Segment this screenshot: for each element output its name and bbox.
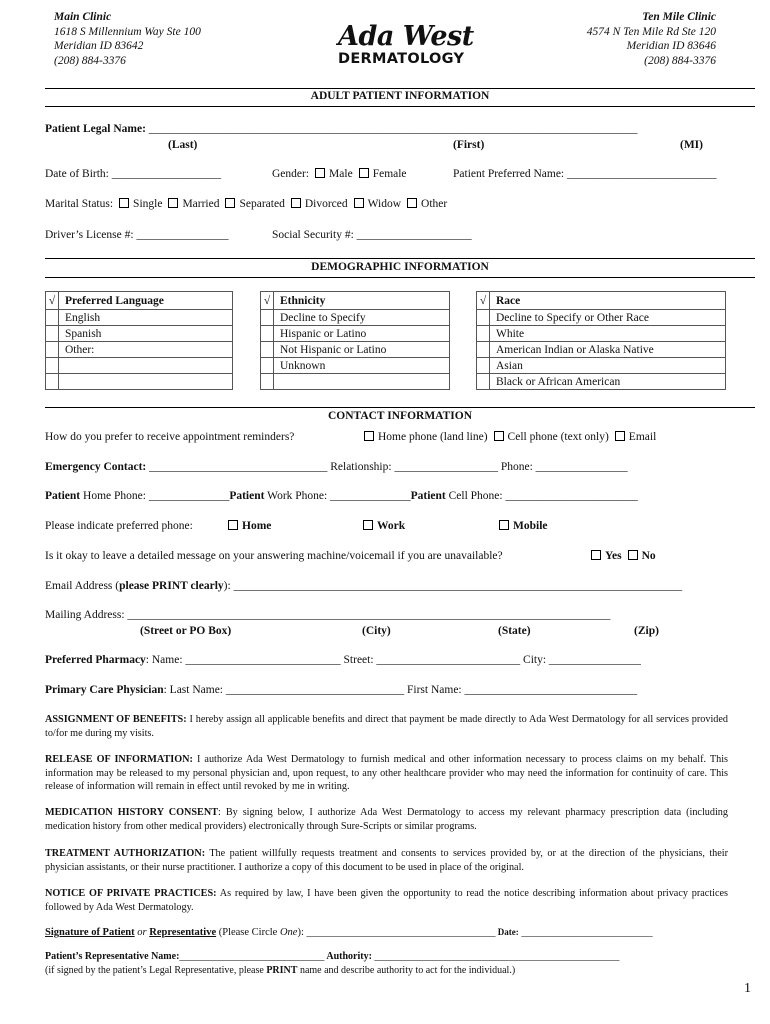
language-option: English — [59, 310, 233, 326]
drivers-license-field[interactable]: Driver’s License #: ________________ — [45, 229, 229, 241]
separated-label: Separated — [239, 198, 285, 210]
consent-text: I authorize Ada West Dermatology to furnish medical and other information necessary to process claims on my behalf. This information may be released to my personal physician and, upon request, to any other healthcare provider who may need the information for continuity of care. This release of information will remain in effect until revoked by me in writing. — [45, 754, 728, 793]
street-caption: (Street or PO Box) — [140, 625, 232, 637]
patient-word: Patient — [229, 490, 265, 502]
note-post: name and describe authority to act for the individual.) — [297, 965, 516, 976]
ethnicity-option — [274, 374, 450, 390]
pharmacy-label: Preferred Pharmacy — [45, 654, 146, 666]
race-checkbox[interactable] — [477, 374, 490, 390]
emergency-label: Emergency Contact: — [45, 461, 147, 473]
divorced-label: Divorced — [304, 198, 348, 210]
last-caption: (Last) — [168, 139, 198, 151]
email-row[interactable] — [45, 580, 682, 592]
assignment-of-benefits — [45, 713, 728, 740]
marital-label: Marital Status: — [45, 198, 114, 210]
first-caption: (First) — [453, 139, 485, 151]
treatment-authorization — [45, 847, 728, 874]
email-checkbox[interactable] — [615, 431, 625, 441]
signature-field[interactable]: ): ____________________________________ — [297, 927, 496, 938]
yes-checkbox[interactable] — [591, 550, 601, 560]
pref-mobile-checkbox[interactable] — [499, 520, 509, 530]
patient-word: Patient — [45, 490, 81, 502]
consent-text: As required by law, I have been given the opportunity to read the notice describing information about privacy practices followed by Ada West Dermatology. — [45, 888, 728, 913]
consent-title: ASSIGNMENT OF BENEFITS: — [45, 714, 187, 725]
zip-caption: (Zip) — [634, 625, 659, 637]
section-title-patient-info: ADULT PATIENT INFORMATION — [310, 90, 490, 102]
signature-patient-label: Signature of Patient — [45, 927, 135, 938]
language-option — [59, 374, 233, 390]
language-checkbox[interactable] — [46, 342, 59, 358]
check-symbol: √ — [261, 292, 274, 310]
logo — [338, 21, 474, 67]
email-label-bold: please PRINT clearly — [119, 580, 224, 592]
pcp-label: Primary Care Physician — [45, 684, 164, 696]
married-checkbox[interactable] — [168, 198, 178, 208]
state-caption: (State) — [498, 625, 531, 637]
race-checkbox[interactable] — [477, 326, 490, 342]
consent-title: TREATMENT AUTHORIZATION: — [45, 848, 206, 859]
ten-mile-clinic-name: Ten Mile Clinic — [642, 11, 716, 23]
main-clinic-city: Meridian ID 83642 — [54, 40, 144, 52]
ethnicity-option: Hispanic or Latino — [274, 326, 450, 342]
language-checkbox[interactable] — [46, 310, 59, 326]
single-label: Single — [133, 198, 163, 210]
pref-work-label: Work — [377, 520, 406, 532]
race-option: Asian — [490, 358, 726, 374]
pcp-fields[interactable]: : Last Name: _______________________________ First Name: ______________________________ — [163, 684, 638, 696]
page-number: 1 — [744, 981, 751, 996]
language-option: Other: — [59, 342, 233, 358]
logo-subtitle: DERMATOLOGY — [338, 51, 465, 67]
pref-home-checkbox[interactable] — [228, 520, 238, 530]
authority-label: Authority: — [324, 951, 372, 962]
circle-one: One — [279, 927, 298, 938]
ethnicity-header: Ethnicity — [274, 292, 450, 310]
female-label: Female — [372, 168, 407, 180]
ethnicity-checkbox[interactable] — [261, 310, 274, 326]
rep-name-label: Patient’s Representative Name: — [45, 951, 180, 962]
release-of-information — [45, 753, 728, 794]
main-clinic-phone: (208) 884-3376 — [54, 54, 126, 67]
ethnicity-checkbox[interactable] — [261, 374, 274, 390]
legal-name-label: Patient Legal Name: — [45, 123, 146, 135]
medication-history-consent — [45, 806, 728, 833]
no-checkbox[interactable] — [628, 550, 638, 560]
consent-text: : By signing below, I authorize Ada West Dermatology to access my relevant pharmacy prescription data (including medication history from other medical providers) electronically through Sure-Scripts or similar programs. — [45, 807, 728, 832]
preferred-name-field[interactable]: Patient Preferred Name: __________________________ — [453, 168, 717, 180]
female-checkbox[interactable] — [359, 168, 369, 178]
ethnicity-option: Decline to Specify — [274, 310, 450, 326]
email-field[interactable]: ): ______________________________________________________________________________ — [223, 580, 683, 592]
ten-mile-clinic-city: Meridian ID 83646 — [626, 40, 716, 52]
signature-or: or — [134, 927, 150, 938]
circle-instruction: (Please Circle — [216, 927, 280, 938]
dob-field[interactable]: Date of Birth: ___________________ — [45, 168, 221, 180]
widow-checkbox[interactable] — [354, 198, 364, 208]
reminder-options — [358, 431, 656, 443]
pref-work-checkbox[interactable] — [363, 520, 373, 530]
main-clinic-name: Main Clinic — [54, 11, 112, 23]
ethnicity-table — [260, 291, 450, 390]
home-phone-checkbox[interactable] — [364, 431, 374, 441]
note-pre: (if signed by the patient’s Legal Representative, please — [45, 965, 267, 976]
divider — [45, 258, 755, 259]
email-label-pre: Email Address ( — [45, 580, 120, 592]
race-option: White — [490, 326, 726, 342]
section-title-contact: CONTACT INFORMATION — [327, 410, 473, 422]
divorced-checkbox[interactable] — [291, 198, 301, 208]
pref-mobile-label: Mobile — [513, 520, 548, 532]
language-option — [59, 358, 233, 374]
cell-phone-field[interactable]: Cell Phone: _______________________ — [445, 490, 638, 502]
home-phone-label: Home phone (land line) — [378, 431, 488, 443]
section-title-demographic: DEMOGRAPHIC INFORMATION — [311, 261, 489, 273]
ten-mile-clinic-phone: (208) 884-3376 — [644, 54, 716, 67]
language-checkbox[interactable] — [46, 374, 59, 390]
language-checkbox[interactable] — [46, 326, 59, 342]
widow-label: Widow — [367, 198, 402, 210]
race-checkbox[interactable] — [477, 342, 490, 358]
language-checkbox[interactable] — [46, 358, 59, 374]
patient-word: Patient — [410, 490, 446, 502]
gender-label: Gender: — [272, 168, 310, 180]
main-clinic-block — [54, 10, 201, 68]
signature-row[interactable] — [45, 927, 653, 938]
divider — [45, 88, 755, 89]
ten-mile-clinic-block — [587, 10, 716, 68]
date-field[interactable]: _________________________ — [518, 927, 653, 938]
pref-home-label: Home — [242, 520, 272, 532]
other-label: Other — [421, 198, 448, 210]
check-symbol: √ — [477, 292, 490, 310]
reminders-question: How do you prefer to receive appointment reminders? — [45, 431, 295, 443]
pref-mobile — [493, 520, 548, 532]
language-table — [45, 291, 233, 390]
race-header: Race — [490, 292, 726, 310]
ethnicity-option: Not Hispanic or Latino — [274, 342, 450, 358]
legal-name-row — [45, 123, 638, 135]
yes-label: Yes — [605, 550, 622, 562]
married-label: Married — [182, 198, 220, 210]
rep-name-field[interactable]: _____________________________ — [179, 951, 325, 962]
representative-row[interactable] — [45, 951, 619, 962]
cell-phone-checkbox[interactable] — [494, 431, 504, 441]
marital-row — [45, 198, 447, 210]
male-label: Male — [329, 168, 353, 180]
race-option: Decline to Specify or Other Race — [490, 310, 726, 326]
message-question: Is it okay to leave a detailed message on your answering machine/voicemail if you are unavailable? — [45, 550, 503, 562]
city-caption: (City) — [362, 625, 391, 637]
pref-home — [222, 520, 271, 532]
date-label: Date: — [495, 927, 519, 937]
main-clinic-address: 1618 S Millennium Way Ste 100 — [54, 25, 201, 38]
notice-of-private-practices — [45, 887, 728, 914]
race-option: American Indian or Alaska Native — [490, 342, 726, 358]
race-checkbox[interactable] — [477, 358, 490, 374]
ten-mile-clinic-address: 4574 N Ten Mile Rd Ste 120 — [586, 25, 716, 38]
language-option: Spanish — [59, 326, 233, 342]
ethnicity-checkbox[interactable] — [261, 326, 274, 342]
signature-representative-label: Representative — [149, 927, 217, 938]
message-options — [585, 550, 656, 562]
phones-row[interactable] — [45, 490, 638, 502]
divider — [45, 106, 755, 107]
consent-text: I hereby assign all applicable benefits and direct that payment be made directly to Ada West Dermatology for all services provided to/for me during my visits. — [45, 714, 728, 739]
emergency-row[interactable] — [45, 461, 628, 473]
check-symbol: √ — [46, 292, 59, 310]
language-header: Preferred Language — [59, 292, 233, 310]
separated-checkbox[interactable] — [225, 198, 235, 208]
consent-text: The patient willfully requests treatment and consents to services provided by, or at the direction of the physicians, their physician assistants, or their nurse practitioner. I authorize a copy of this document to be used in place of the original. — [45, 848, 728, 873]
consent-title: MEDICATION HISTORY CONSENT — [45, 807, 219, 818]
pharmacy-fields[interactable]: : Name: ___________________________ Street: _________________________ City: ________________ — [145, 654, 641, 666]
race-checkbox[interactable] — [477, 310, 490, 326]
representative-note — [45, 965, 515, 976]
note-bold: PRINT — [266, 965, 298, 976]
logo-wordmark: Ada West — [338, 21, 474, 52]
divider — [45, 407, 755, 408]
consent-title: RELEASE OF INFORMATION: — [45, 754, 193, 765]
ssn-field[interactable]: Social Security #: ____________________ — [272, 229, 472, 241]
home-phone-field[interactable]: Home Phone: ______________ — [80, 490, 230, 502]
authority-field[interactable]: _________________________________________________ — [371, 951, 620, 962]
mi-caption: (MI) — [680, 139, 703, 151]
ethnicity-checkbox[interactable] — [261, 358, 274, 374]
email-label: Email — [628, 431, 657, 443]
legal-name-field[interactable]: _____________________________________________________________________________________ — [148, 123, 638, 135]
single-checkbox[interactable] — [119, 198, 129, 208]
ethnicity-option: Unknown — [274, 358, 450, 374]
pharmacy-row[interactable] — [45, 654, 641, 666]
ethnicity-checkbox[interactable] — [261, 342, 274, 358]
race-table — [476, 291, 726, 390]
male-checkbox[interactable] — [315, 168, 325, 178]
consent-title: NOTICE OF PRIVATE PRACTICES: — [45, 888, 217, 899]
work-phone-field[interactable]: Work Phone: ______________ — [264, 490, 411, 502]
other-checkbox[interactable] — [407, 198, 417, 208]
divider — [45, 277, 755, 278]
pref-work — [357, 520, 405, 532]
pcp-row[interactable] — [45, 684, 637, 696]
gender-row — [272, 168, 407, 180]
emergency-fields[interactable]: _______________________________ Relationship: __________________ Phone: ________________ — [146, 461, 628, 473]
no-label: No — [641, 550, 656, 562]
race-option: Black or African American — [490, 374, 726, 390]
cell-phone-label: Cell phone (text only) — [507, 431, 609, 443]
mailing-address-field[interactable]: Mailing Address: ____________________________________________________________________________________ — [45, 609, 611, 621]
preferred-phone-question: Please indicate preferred phone: — [45, 520, 193, 532]
